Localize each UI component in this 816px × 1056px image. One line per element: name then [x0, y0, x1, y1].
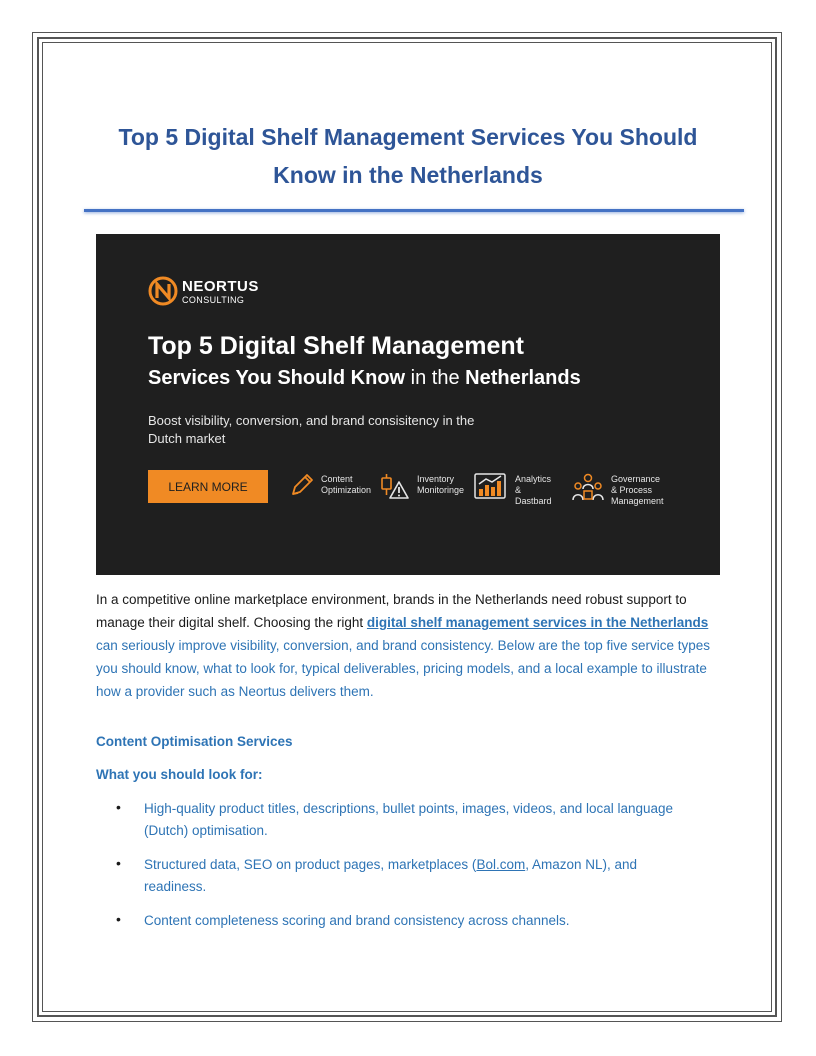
analytics-chart-icon	[474, 472, 508, 502]
pencil-icon	[289, 472, 315, 498]
list-item-text-end: , Amazon NL), and readiness.	[144, 857, 638, 894]
banner-headline: Top 5 Digital Shelf Management	[148, 332, 524, 360]
banner-headline-bold-1: Services You Should Know	[148, 367, 406, 389]
bullet-icon: •	[116, 855, 121, 871]
section-subheading: What you should look for:	[96, 767, 263, 782]
section-heading: Content Optimisation Services	[96, 734, 293, 749]
bullet-icon: •	[116, 911, 121, 927]
feature-label: Inventory Monitoringe	[417, 474, 465, 495]
intro-paragraph	[96, 588, 722, 703]
banner-headline-plain: in the	[405, 367, 466, 389]
document-title: Top 5 Digital Shelf Management Services You Should Know in the Netherlands	[118, 124, 698, 188]
intro-text-continued: can seriously improve visibility, conversion, and brand consistency. Below are the top five service types you should know, what to look for, typical deliverables, pricing models, and a local example to illustrate how a provider such as Neortus delivers them.	[96, 638, 711, 699]
list-item	[116, 910, 696, 932]
list-item	[116, 798, 696, 842]
banner-subtext: Boost visibility, conversion, and brand consisitency in the Dutch market	[148, 413, 475, 446]
intro-text: In a competitive online marketplace environment, brands in the Netherlands need robust support to manage their digital shelf. Choosing the right	[96, 592, 687, 630]
list-item	[116, 854, 696, 898]
hero-banner-image	[96, 234, 720, 575]
banner-headline-line2	[148, 367, 581, 390]
list-item-text: Content completeness scoring and brand consistency across channels.	[144, 913, 570, 928]
bullet-list	[116, 798, 696, 944]
logo-subtitle: CONSULTING	[182, 295, 245, 305]
list-item-text: Structured data, SEO on product pages, marketplaces (	[144, 857, 477, 872]
bullet-icon: •	[116, 799, 121, 815]
title-divider	[84, 209, 744, 212]
inventory-warning-icon	[380, 472, 410, 500]
banner-headline-bold-2: Netherlands	[465, 367, 581, 389]
digital-shelf-services-link[interactable]: digital shelf management services in the Netherlands	[366, 615, 709, 630]
bol-com-link[interactable]: Bol.com	[476, 857, 526, 872]
learn-more-button[interactable]: LEARN MORE	[148, 470, 268, 503]
governance-people-icon	[571, 472, 605, 502]
logo-wordmark: NEORTUS	[182, 278, 259, 295]
list-item-text: High-quality product titles, descriptions, bullet points, images, videos, and local language (Dutch) optimisation.	[144, 801, 674, 838]
feature-label: Governance & Process Management	[611, 474, 664, 506]
feature-label: Content Optimization	[321, 474, 372, 495]
neortus-logo-icon	[148, 276, 178, 306]
feature-label: Analytics & Dastbard	[515, 474, 552, 506]
